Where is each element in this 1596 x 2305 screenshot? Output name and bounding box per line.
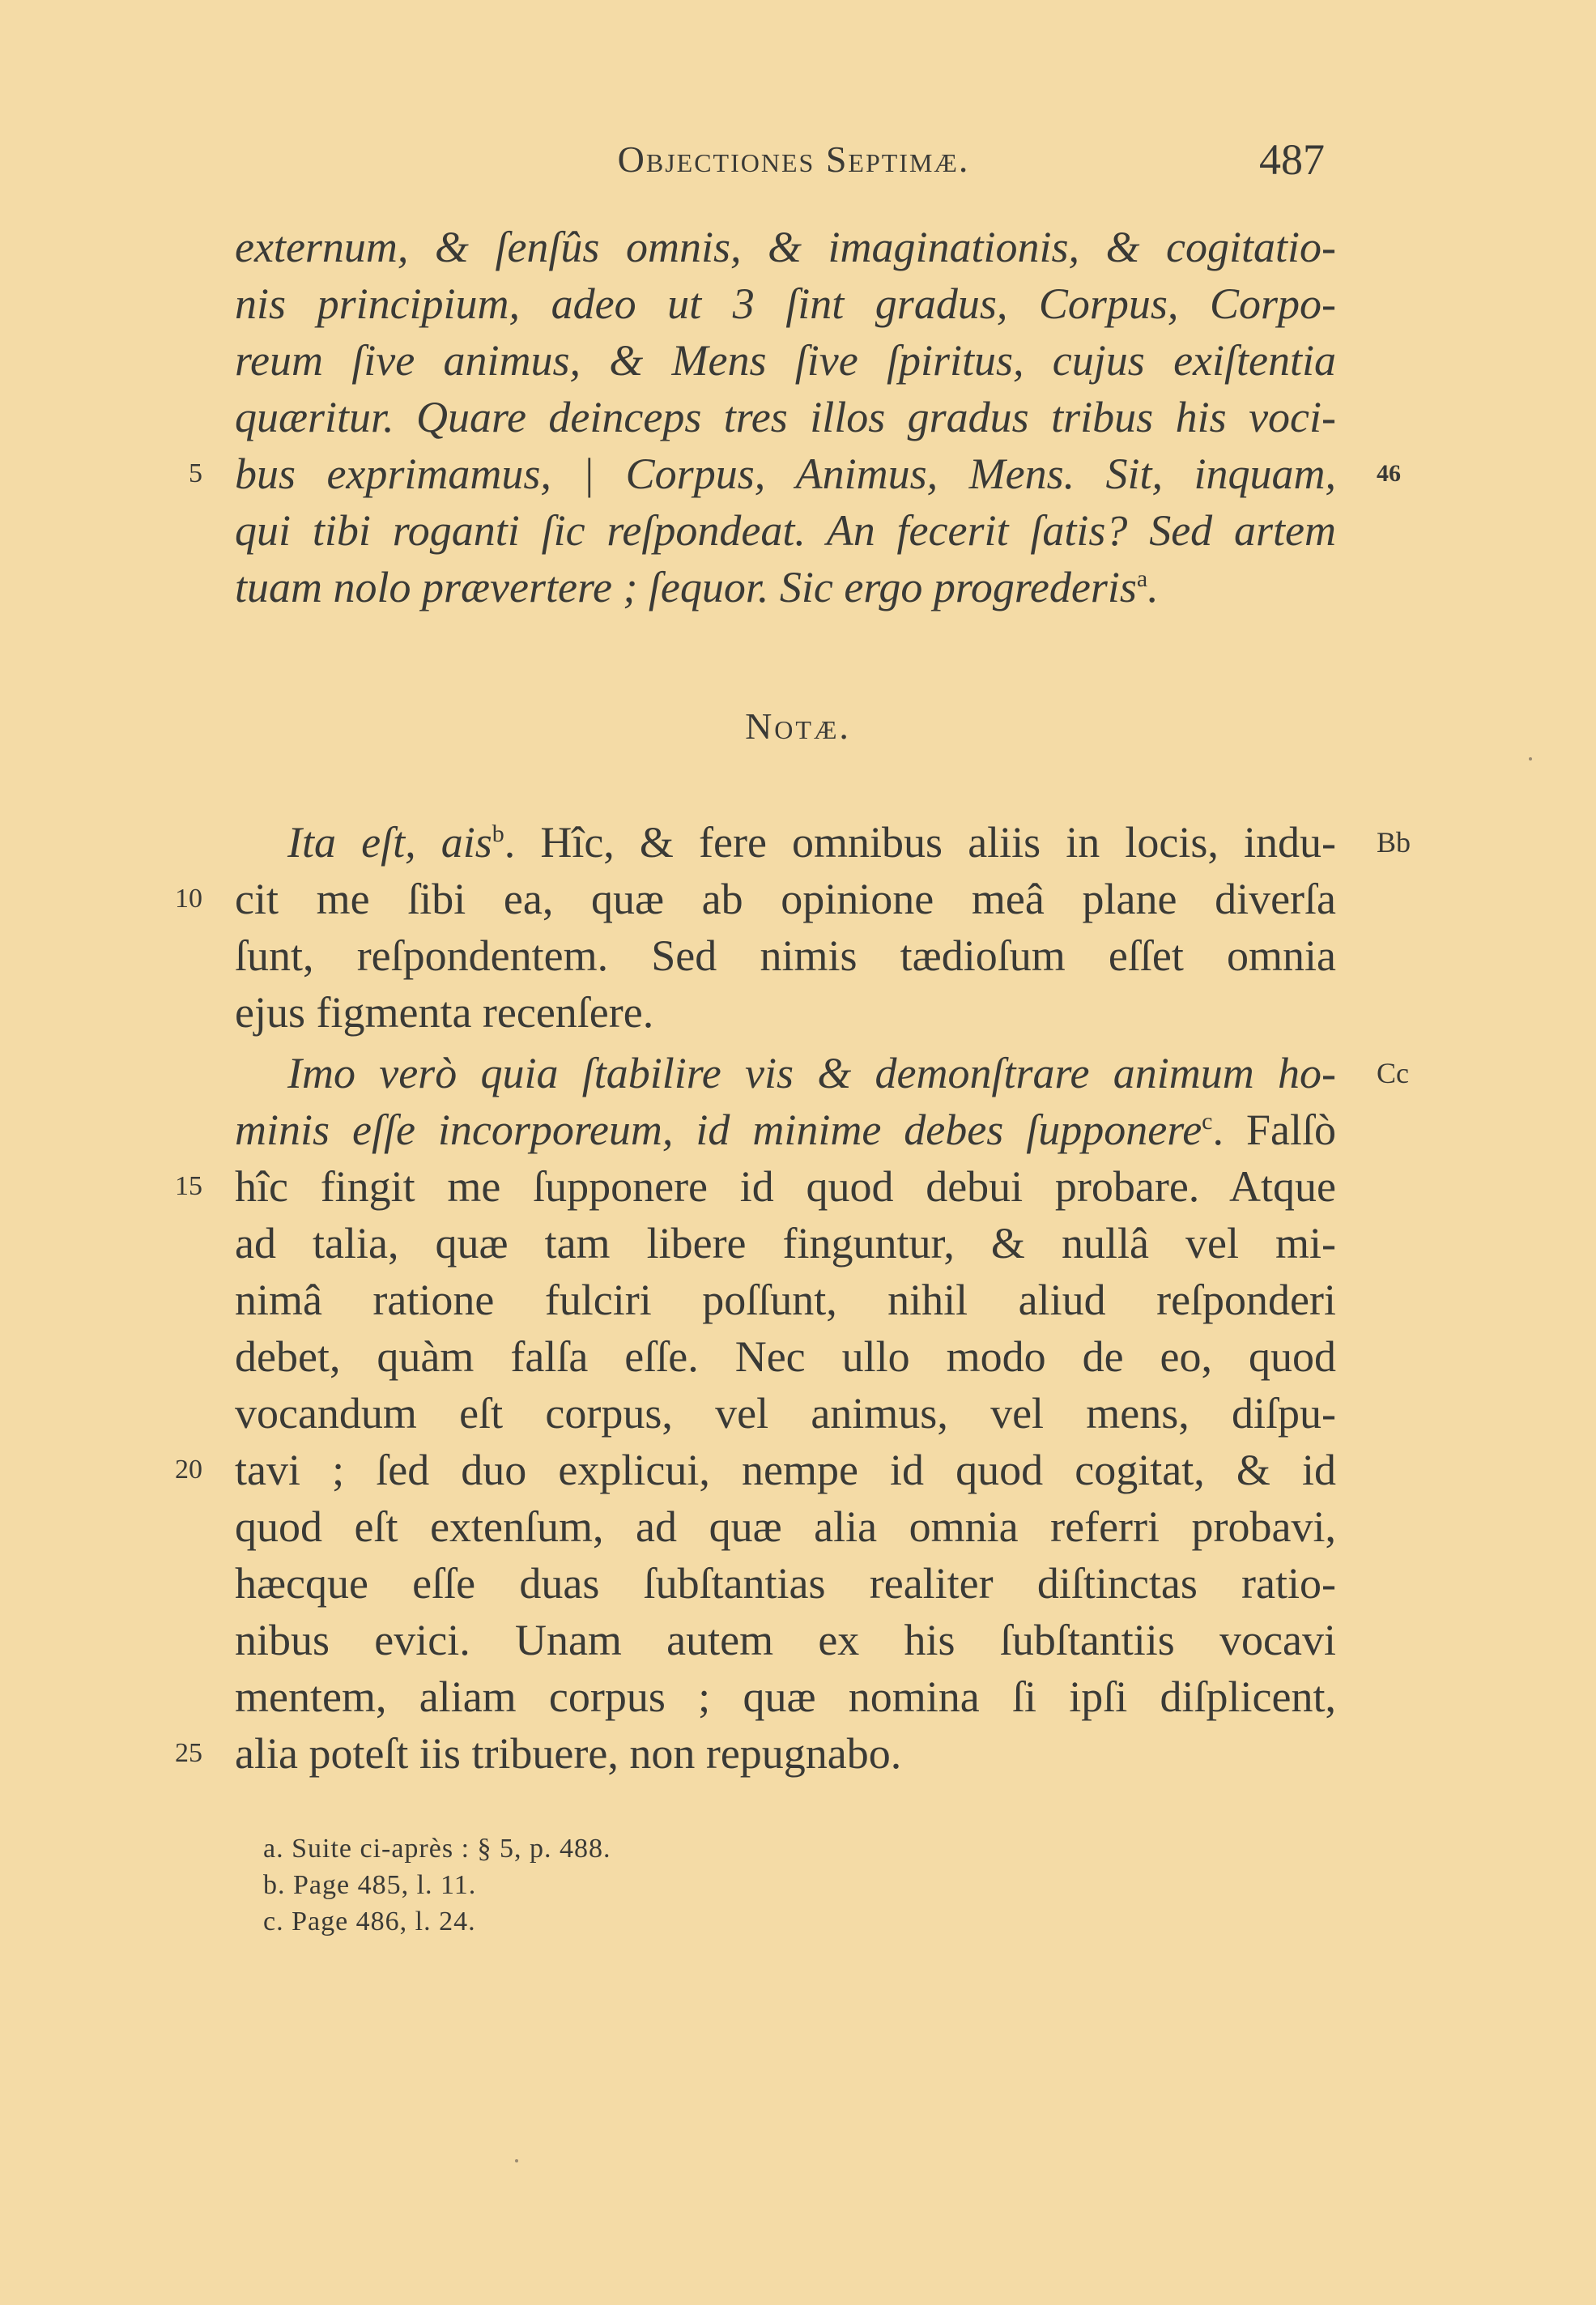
- line-number: 10: [175, 884, 202, 914]
- text-line: nimâ ratione fulciri poſſunt, nihil aliud reſponderi: [235, 1276, 1336, 1324]
- text-span: minis eſſe incorporeum, id minime debes ſupponere: [235, 1106, 1202, 1154]
- text-line: vocandum eſt corpus, vel animus, vel mens, diſpu-: [235, 1389, 1336, 1438]
- text-line: mentem, aliam corpus ; quæ nomina ſi ipſi diſplicent,: [235, 1672, 1336, 1721]
- footnote-ref[interactable]: b: [492, 820, 504, 847]
- line-number: 15: [175, 1171, 202, 1201]
- running-header: Objectiones Septimæ.: [617, 138, 970, 180]
- text-line: ſunt, reſpondentem. Sed nimis tædioſum eſſet omnia: [235, 931, 1336, 980]
- margin-reference: 46: [1377, 460, 1401, 487]
- text-line: hæcque eſſe duas ſubſtantias realiter diſtinctas ratio-: [235, 1559, 1336, 1608]
- line-number: 20: [175, 1455, 202, 1485]
- text-line: bus exprimamus, | Corpus, Animus, Mens. Sit, inquam,: [235, 449, 1336, 498]
- line-number: 5: [189, 458, 202, 488]
- page-number: 487: [1259, 135, 1325, 184]
- text-span: tuam nolo prævertere ; ſequor. Sic ergo progrederis: [235, 563, 1137, 611]
- margin-reference: Bb: [1377, 826, 1411, 859]
- footnote-ref[interactable]: c: [1202, 1108, 1213, 1135]
- text-span: .: [1147, 563, 1159, 611]
- text-line: hîc fingit me ſupponere id quod debui probare. Atque: [235, 1162, 1336, 1211]
- text-line: qui tibi roganti ſic reſpondeat. An fecerit ſatis? Sed artem: [235, 506, 1336, 555]
- text-line: ejus figmenta recenſere.: [235, 988, 654, 1037]
- text-line: cit me ſibi ea, quæ ab opinione meâ plane diverſa: [235, 875, 1336, 923]
- text-line: reum ſive animus, & Mens ſive ſpiritus, cujus exiſtentia: [235, 336, 1336, 385]
- paper-speck: [1529, 757, 1532, 761]
- footnote: a. Suite ci-après : § 5, p. 488.: [263, 1834, 611, 1864]
- text-line: quæritur. Quare deinceps tres illos gradus tribus his voci-: [235, 393, 1336, 441]
- text-line: debet, quàm falſa eſſe. Nec ullo modo de eo, quod: [235, 1332, 1336, 1381]
- footnote: c. Page 486, l. 24.: [263, 1907, 476, 1936]
- text-line: [235, 559, 1336, 616]
- text-line: alia poteſt iis tribuere, non repugnabo.: [235, 1729, 902, 1778]
- section-heading: Notæ.: [745, 705, 851, 747]
- footnote-ref[interactable]: a: [1136, 565, 1148, 592]
- text-line: ad talia, quæ tam libere finguntur, & nullâ vel mi-: [235, 1219, 1336, 1268]
- text-span: Ita eſt, ais: [287, 818, 492, 867]
- text-line: quod eſt extenſum, ad quæ alia omnia referri probavi,: [235, 1502, 1336, 1551]
- text-line: externum, & ſenſûs omnis, & imaginationis, & cogitatio-: [235, 223, 1336, 271]
- text-span: . Falſò: [1212, 1106, 1336, 1154]
- paper-speck: [515, 2159, 518, 2162]
- text-line: [287, 814, 1336, 871]
- line-number: 25: [175, 1738, 202, 1768]
- text-line: nis principium, adeo ut 3 ſint gradus, Corpus, Corpo-: [235, 279, 1336, 328]
- footnote: b. Page 485, l. 11.: [263, 1870, 477, 1900]
- margin-reference: Cc: [1377, 1057, 1409, 1089]
- text-line: [235, 1101, 1336, 1158]
- text-line: Imo verò quia ſtabilire vis & demonſtrare animum ho-: [287, 1049, 1336, 1097]
- text-span: . Hîc, & fere omnibus aliis in locis, indu-: [504, 818, 1337, 867]
- text-line: nibus evici. Unam autem ex his ſubſtantiis vocavi: [235, 1616, 1336, 1664]
- text-line: tavi ; ſed duo explicui, nempe id quod cogitat, & id: [235, 1446, 1336, 1494]
